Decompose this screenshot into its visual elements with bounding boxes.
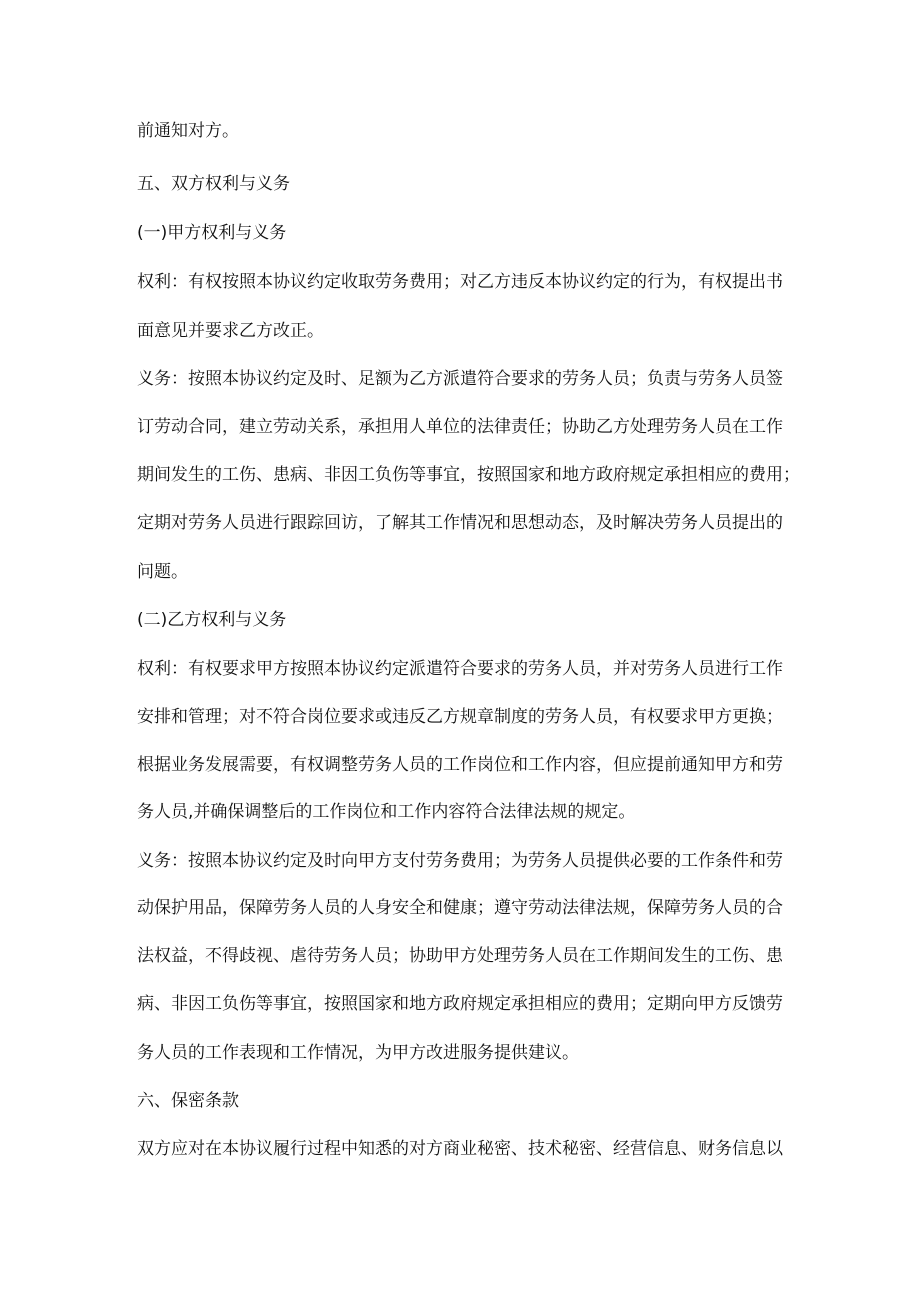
text-line: 务人员的工作表现和工作情况，为甲方改进服务提供建议。 [137, 1043, 579, 1063]
subsection-heading: (二)乙方权利与义务 [137, 610, 287, 630]
text-line: 义务：按照本协议约定及时、足额为乙方派遣符合要求的劳务人员；负责与劳务人员签 [137, 369, 783, 389]
section-heading: 五、双方权利与义务 [137, 174, 290, 194]
text-line: 问题。 [137, 562, 188, 582]
text-line: 期间发生的工伤、患病、非因工负伤等事宜，按照国家和地方政府规定承担相应的费用； [137, 465, 800, 485]
text-line: 安排和管理；对不符合岗位要求或违反乙方规章制度的劳务人员，有权要求甲方更换； [137, 707, 783, 727]
subsection-heading: (一)甲方权利与义务 [137, 223, 287, 243]
text-line: 双方应对在本协议履行过程中知悉的对方商业秘密、技术秘密、经营信息、财务信息以 [137, 1139, 783, 1159]
text-line: 权利：有权要求甲方按照本协议约定派遣符合要求的劳务人员，并对劳务人员进行工作 [137, 659, 783, 679]
text-line: 前通知对方。 [137, 121, 239, 141]
text-line: 根据业务发展需要，有权调整劳务人员的工作岗位和工作内容，但应提前通知甲方和劳 [137, 755, 783, 775]
text-line: 病、非因工负伤等事宜，按照国家和地方政府规定承担相应的费用；定期向甲方反馈劳 [137, 994, 783, 1014]
text-line: 义务：按照本协议约定及时向甲方支付劳务费用；为劳务人员提供必要的工作条件和劳 [137, 851, 783, 871]
text-line: 法权益，不得歧视、虐待劳务人员；协助甲方处理劳务人员在工作期间发生的工伤、患 [137, 946, 783, 966]
section-heading: 六、保密条款 [137, 1091, 239, 1111]
text-line: 定期对劳务人员进行跟踪回访，了解其工作情况和思想动态，及时解决劳务人员提出的 [137, 513, 783, 533]
text-line: 面意见并要求乙方改正。 [137, 321, 324, 341]
text-line: 务人员,并确保调整后的工作岗位和工作内容符合法律法规的规定。 [137, 802, 636, 822]
text-line: 动保护用品，保障劳务人员的人身安全和健康；遵守劳动法律法规，保障劳务人员的合 [137, 898, 783, 918]
text-line: 权利：有权按照本协议约定收取劳务费用；对乙方违反本协议约定的行为，有权提出书 [137, 272, 783, 292]
text-line: 订劳动合同，建立劳动关系，承担用人单位的法律责任；协助乙方处理劳务人员在工作 [137, 417, 783, 437]
